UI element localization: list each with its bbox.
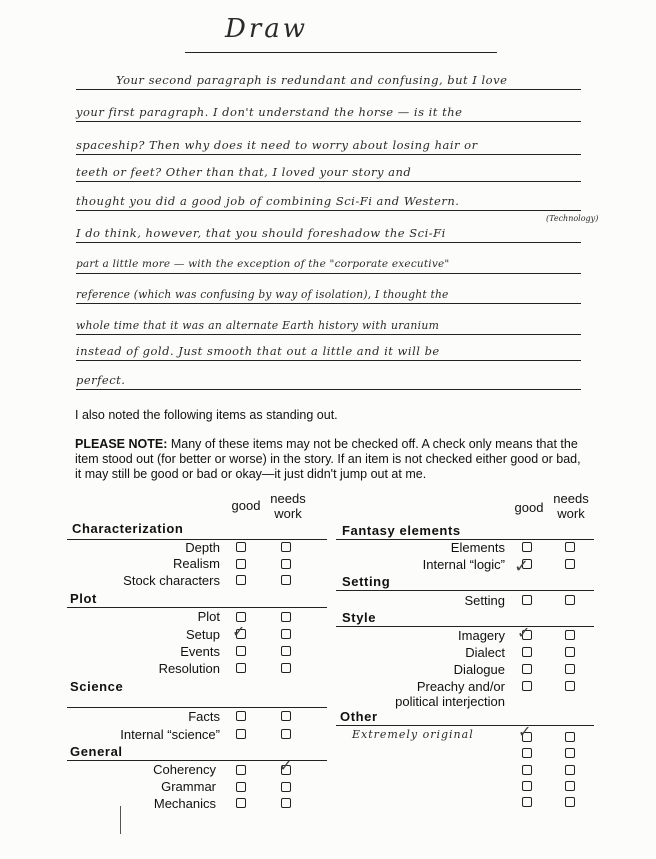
- mechanics-needs-work-checkbox[interactable]: [281, 798, 291, 808]
- pen-mark: [120, 806, 121, 834]
- intro-text: I also noted the following items as standing out.: [75, 408, 338, 422]
- resolution-good-checkbox[interactable]: [236, 663, 246, 673]
- other5-needs-work-checkbox[interactable]: [565, 797, 575, 807]
- item-setup: Setup: [186, 627, 220, 642]
- facts-needs-work-checkbox[interactable]: [281, 711, 291, 721]
- resolution-needs-work-checkbox[interactable]: [281, 663, 291, 673]
- facts-good-checkbox[interactable]: [236, 711, 246, 721]
- other3-needs-work-checkbox[interactable]: [565, 765, 575, 775]
- good-column-header: good: [231, 498, 261, 513]
- other1-needs-work-checkbox[interactable]: [565, 732, 575, 742]
- section-rule: [67, 707, 327, 708]
- elements-good-checkbox[interactable]: [522, 542, 532, 552]
- comment-line: Your second paragraph is redundant and confusing, but I love: [76, 72, 581, 90]
- handwritten-insert: (Technology): [546, 214, 599, 223]
- item-stock-characters: Stock characters: [123, 573, 220, 588]
- item-setting: Setting: [464, 593, 505, 608]
- item-realism: Realism: [173, 556, 220, 571]
- section-rule: [67, 607, 327, 608]
- comment-line: whole time that it was an alternate Earth history with uranium: [76, 317, 581, 335]
- item-dialogue: Dialogue: [453, 662, 505, 677]
- logic-needs-work-checkbox[interactable]: [565, 559, 575, 569]
- grammar-good-checkbox[interactable]: [236, 782, 246, 792]
- other2-needs-work-checkbox[interactable]: [565, 748, 575, 758]
- other2-good-checkbox[interactable]: [522, 748, 532, 758]
- comment-line: perfect.: [76, 372, 581, 390]
- internal-science-needs-work-checkbox[interactable]: [281, 729, 291, 739]
- setting-needs-work-checkbox[interactable]: [565, 595, 575, 605]
- section-science: Science: [70, 679, 124, 694]
- checkmark-icon: ✓: [518, 722, 532, 741]
- section-plot: Plot: [70, 591, 97, 606]
- internal-science-good-checkbox[interactable]: [236, 729, 246, 739]
- comment-line: I do think, however, that you should foreshadow the Sci-Fi: [76, 225, 581, 243]
- dialect-good-checkbox[interactable]: [522, 647, 532, 657]
- comment-line: part a little more — with the exception of the "corporate executive": [76, 256, 581, 274]
- section-setting: Setting: [342, 574, 391, 589]
- elements-needs-work-checkbox[interactable]: [565, 542, 575, 552]
- other-handwritten-entry: Extremely original: [352, 728, 474, 741]
- grammar-needs-work-checkbox[interactable]: [281, 782, 291, 792]
- section-characterization: Characterization: [72, 521, 184, 536]
- comment-line: teeth or feet? Other than that, I loved your story and: [76, 164, 581, 182]
- section-rule: [336, 590, 594, 591]
- needs-label: needs: [553, 491, 589, 506]
- item-events: Events: [180, 644, 220, 659]
- comment-line: instead of gold. Just smooth that out a little and it will be: [76, 343, 581, 361]
- plot-needs-work-checkbox[interactable]: [281, 612, 291, 622]
- item-grammar: Grammar: [161, 779, 216, 794]
- checkmark-icon: ✓: [279, 756, 293, 775]
- item-depth: Depth: [185, 540, 220, 555]
- section-fantasy-elements: Fantasy elements: [342, 523, 461, 538]
- needs-work-column-header: [549, 491, 593, 521]
- good-column-header: good: [514, 500, 544, 515]
- comment-line: your first paragraph. I don't understand the horse — is it the: [76, 104, 581, 122]
- dialogue-needs-work-checkbox[interactable]: [565, 664, 575, 674]
- checkmark-icon: ✓: [517, 623, 531, 642]
- item-elements: Elements: [450, 540, 505, 555]
- dialect-needs-work-checkbox[interactable]: [565, 647, 575, 657]
- other5-good-checkbox[interactable]: [522, 797, 532, 807]
- item-internal-science: Internal “science”: [120, 727, 220, 742]
- comment-line: spaceship? Then why does it need to worry about losing hair or: [76, 137, 581, 155]
- depth-needs-work-checkbox[interactable]: [281, 542, 291, 552]
- preachy-good-checkbox[interactable]: [522, 681, 532, 691]
- stock-good-checkbox[interactable]: [236, 575, 246, 585]
- please-note-label: PLEASE NOTE:: [75, 437, 168, 451]
- section-rule: [336, 725, 594, 726]
- section-rule: [336, 626, 594, 627]
- item-internal-logic: Internal “logic”: [422, 557, 505, 572]
- realism-good-checkbox[interactable]: [236, 559, 246, 569]
- setup-needs-work-checkbox[interactable]: [281, 629, 291, 639]
- item-facts: Facts: [188, 709, 220, 724]
- item-coherency: Coherency: [153, 762, 216, 777]
- work-label: work: [274, 506, 302, 521]
- needs-work-column-header: [266, 491, 310, 521]
- setting-good-checkbox[interactable]: [522, 595, 532, 605]
- section-general: General: [70, 744, 123, 759]
- plot-good-checkbox[interactable]: [236, 612, 246, 622]
- item-resolution: Resolution: [158, 661, 220, 676]
- item-dialect: Dialect: [465, 645, 505, 660]
- realism-needs-work-checkbox[interactable]: [281, 559, 291, 569]
- item-mechanics: Mechanics: [153, 796, 216, 811]
- mechanics-good-checkbox[interactable]: [236, 798, 246, 808]
- stock-needs-work-checkbox[interactable]: [281, 575, 291, 585]
- needs-label: needs: [270, 491, 306, 506]
- checkmark-icon: ✓: [232, 622, 246, 641]
- preachy-needs-work-checkbox[interactable]: [565, 681, 575, 691]
- work-label: work: [557, 506, 585, 521]
- comment-line: reference (which was confusing by way of isolation), I thought the: [76, 286, 581, 304]
- please-note-text: Many of these items may not be checked off. A check only means that the item stood out (for better or worse) in the story. If an item is not checked either good or bad, it may still be good or bad or okay—it just didn't jump out at me.: [75, 437, 581, 481]
- events-good-checkbox[interactable]: [236, 646, 246, 656]
- coherency-good-checkbox[interactable]: [236, 765, 246, 775]
- other3-good-checkbox[interactable]: [522, 765, 532, 775]
- imagery-needs-work-checkbox[interactable]: [565, 630, 575, 640]
- item-plot: Plot: [197, 609, 220, 624]
- other4-needs-work-checkbox[interactable]: [565, 781, 575, 791]
- page-title: Draw: [225, 14, 309, 44]
- other4-good-checkbox[interactable]: [522, 781, 532, 791]
- item-imagery: Imagery: [458, 628, 505, 643]
- please-note: [75, 437, 585, 482]
- depth-good-checkbox[interactable]: [236, 542, 246, 552]
- comment-line: thought you did a good job of combining Sci-Fi and Western.: [76, 193, 581, 211]
- item-preachy-2: political interjection: [395, 694, 505, 709]
- item-preachy: Preachy and/or: [416, 679, 505, 694]
- dialogue-good-checkbox[interactable]: [522, 664, 532, 674]
- checkmark-icon: ✓: [514, 556, 530, 577]
- section-other: Other: [340, 709, 378, 724]
- section-style: Style: [342, 610, 377, 625]
- title-underline: [185, 52, 497, 53]
- events-needs-work-checkbox[interactable]: [281, 646, 291, 656]
